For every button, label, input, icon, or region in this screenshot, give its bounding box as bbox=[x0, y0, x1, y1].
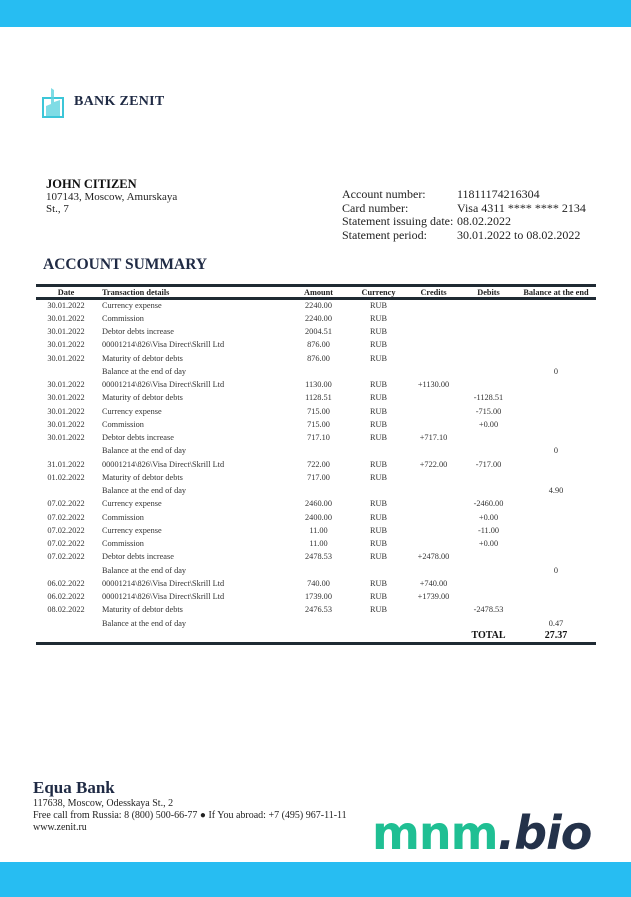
table-cell: -717.00 bbox=[475, 459, 502, 469]
table-row bbox=[36, 511, 596, 524]
table-cell bbox=[406, 524, 461, 537]
table-row bbox=[36, 603, 596, 616]
table-cell bbox=[516, 431, 596, 444]
table-cell: RUB bbox=[369, 578, 388, 588]
table-cell bbox=[461, 577, 516, 590]
balance-row bbox=[36, 484, 596, 497]
table-cell bbox=[406, 511, 461, 524]
table-cell: 08.02.2022 bbox=[47, 605, 85, 615]
table-cell: RUB bbox=[369, 327, 388, 337]
table-cell bbox=[406, 484, 461, 497]
table-cell bbox=[36, 617, 96, 630]
customer-name: JOHN CITIZEN bbox=[46, 177, 137, 191]
table-cell: -2460.00 bbox=[473, 499, 504, 509]
table-row bbox=[36, 378, 596, 391]
table-cell: RUB bbox=[369, 605, 388, 615]
bottom-color-bar bbox=[0, 862, 631, 897]
table-cell bbox=[406, 312, 461, 325]
table-cell: RUB bbox=[369, 472, 388, 482]
table-cell bbox=[516, 391, 596, 404]
table-cell bbox=[406, 564, 461, 577]
table-cell: RUB bbox=[369, 525, 388, 535]
table-cell bbox=[286, 617, 351, 630]
total-label: TOTAL bbox=[471, 630, 506, 642]
table-cell: RUB bbox=[369, 419, 388, 429]
transactions-table bbox=[36, 284, 596, 645]
customer-address-line2: St., 7 bbox=[46, 203, 69, 215]
table-cell bbox=[406, 405, 461, 418]
table-cell: Balance at the end of day bbox=[102, 565, 187, 575]
table-row bbox=[36, 405, 596, 418]
table-cell bbox=[406, 471, 461, 484]
table-cell bbox=[461, 338, 516, 351]
table-cell bbox=[516, 511, 596, 524]
table-cell: RUB bbox=[369, 393, 388, 403]
table-cell: 30.01.2022 bbox=[47, 340, 85, 350]
table-cell: 07.02.2022 bbox=[47, 539, 85, 549]
table-row bbox=[36, 418, 596, 431]
table-cell: 07.02.2022 bbox=[47, 499, 85, 509]
table-cell: Commission bbox=[102, 539, 144, 549]
card-number-label: Card number: bbox=[342, 200, 409, 215]
table-cell: 717.10 bbox=[307, 433, 330, 443]
table-cell: 2240.00 bbox=[305, 313, 332, 323]
table-cell bbox=[461, 564, 516, 577]
table-cell bbox=[516, 299, 596, 312]
table-cell bbox=[286, 365, 351, 378]
table-cell: +717.10 bbox=[419, 433, 448, 443]
table-cell bbox=[351, 564, 406, 577]
table-cell: +0.00 bbox=[478, 419, 499, 429]
footer-website: www.zenit.ru bbox=[33, 822, 87, 833]
table-row bbox=[36, 312, 596, 325]
table-cell: 30.01.2022 bbox=[47, 393, 85, 403]
table-cell: +0.00 bbox=[478, 539, 499, 549]
account-number-value: 11811174216304 bbox=[457, 187, 540, 201]
column-header: Balance at the end bbox=[516, 286, 596, 299]
table-cell bbox=[461, 590, 516, 603]
table-cell bbox=[461, 484, 516, 497]
table-cell: 07.02.2022 bbox=[47, 512, 85, 522]
table-cell bbox=[406, 391, 461, 404]
table-row bbox=[36, 577, 596, 590]
table-cell: 30.01.2022 bbox=[47, 327, 85, 337]
table-cell bbox=[516, 325, 596, 338]
table-row bbox=[36, 338, 596, 351]
table-cell: -715.00 bbox=[475, 406, 502, 416]
total-row bbox=[36, 630, 596, 643]
table-cell bbox=[516, 590, 596, 603]
table-cell: 0.47 bbox=[548, 618, 564, 628]
issue-date-value: 08.02.2022 bbox=[457, 214, 511, 228]
table-cell bbox=[461, 471, 516, 484]
column-header: Currency bbox=[351, 286, 406, 299]
table-cell: 00001214\826\Visa Direct\Skrill Ltd bbox=[102, 340, 225, 350]
table-cell: +2478.00 bbox=[417, 552, 450, 562]
table-cell: 30.01.2022 bbox=[47, 353, 85, 363]
column-header: Date bbox=[36, 286, 96, 299]
table-cell: 722.00 bbox=[307, 459, 330, 469]
table-cell: -1128.51 bbox=[473, 393, 504, 403]
table-cell: RUB bbox=[369, 512, 388, 522]
table-cell: 00001214\826\Visa Direct\Skrill Ltd bbox=[102, 592, 225, 602]
table-cell: RUB bbox=[369, 340, 388, 350]
table-cell bbox=[406, 444, 461, 457]
table-cell: 1128.51 bbox=[305, 393, 332, 403]
table-row bbox=[36, 431, 596, 444]
table-cell: Commission bbox=[102, 512, 144, 522]
table-cell bbox=[36, 564, 96, 577]
table-cell: 1130.00 bbox=[305, 380, 332, 390]
table-row bbox=[36, 537, 596, 550]
table-cell: 0 bbox=[553, 366, 559, 376]
period-label: Statement period: bbox=[342, 227, 427, 242]
table-cell bbox=[516, 577, 596, 590]
table-cell: RUB bbox=[369, 380, 388, 390]
footer-phones: Free call from Russia: 8 (800) 500-66-77 ● If You abroad: +7 (495) 967-11-11 bbox=[33, 810, 347, 821]
period-value: 30.01.2022 to 08.02.2022 bbox=[457, 227, 581, 242]
table-cell bbox=[461, 617, 516, 630]
table-cell bbox=[286, 484, 351, 497]
table-cell: 2476.53 bbox=[305, 605, 332, 615]
issue-date-label: Statement issuing date: bbox=[342, 214, 454, 228]
table-cell bbox=[516, 497, 596, 510]
table-cell bbox=[461, 550, 516, 563]
table-cell bbox=[406, 299, 461, 312]
account-number-label: Account number: bbox=[342, 187, 426, 201]
table-cell: RUB bbox=[369, 313, 388, 323]
table-cell: 06.02.2022 bbox=[47, 592, 85, 602]
table-cell: 2478.53 bbox=[305, 552, 332, 562]
table-cell: 01.02.2022 bbox=[47, 472, 85, 482]
table-cell: 715.00 bbox=[307, 419, 330, 429]
table-cell: 876.00 bbox=[307, 353, 330, 363]
customer-block bbox=[46, 178, 177, 215]
column-header: Debits bbox=[461, 286, 516, 299]
table-cell: 00001214\826\Visa Direct\Skrill Ltd bbox=[102, 380, 225, 390]
table-cell bbox=[461, 352, 516, 365]
table-cell: 30.01.2022 bbox=[47, 433, 85, 443]
table-cell bbox=[286, 444, 351, 457]
table-cell bbox=[351, 444, 406, 457]
column-header: Credits bbox=[406, 286, 461, 299]
table-row bbox=[36, 325, 596, 338]
table-cell bbox=[461, 431, 516, 444]
table-cell: 00001214\826\Visa Direct\Skrill Ltd bbox=[102, 578, 225, 588]
table-cell: 715.00 bbox=[307, 406, 330, 416]
table-cell: 876.00 bbox=[307, 340, 330, 350]
table-cell: Commission bbox=[102, 419, 144, 429]
table-cell: Balance at the end of day bbox=[102, 486, 187, 496]
table-cell: Maturity of debtor debts bbox=[102, 472, 183, 482]
table-row bbox=[36, 524, 596, 537]
table-cell bbox=[516, 471, 596, 484]
total-value: 27.37 bbox=[544, 630, 568, 642]
table-cell bbox=[286, 564, 351, 577]
table-cell: +0.00 bbox=[478, 512, 499, 522]
table-cell: 2240.00 bbox=[305, 301, 332, 311]
table-cell: 06.02.2022 bbox=[47, 578, 85, 588]
table-cell: RUB bbox=[369, 433, 388, 443]
table-cell: Balance at the end of day bbox=[102, 366, 187, 376]
table-cell bbox=[36, 444, 96, 457]
table-cell: 30.01.2022 bbox=[47, 406, 85, 416]
table-cell: Debtor debts increase bbox=[102, 433, 174, 443]
table-cell: 740.00 bbox=[307, 578, 330, 588]
table-cell: RUB bbox=[369, 353, 388, 363]
table-cell: RUB bbox=[369, 552, 388, 562]
table-cell bbox=[461, 312, 516, 325]
table-cell: Debtor debts increase bbox=[102, 327, 174, 337]
table-cell bbox=[36, 484, 96, 497]
table-cell bbox=[461, 444, 516, 457]
table-cell: 30.01.2022 bbox=[47, 419, 85, 429]
table-cell: 2460.00 bbox=[305, 499, 332, 509]
table-row bbox=[36, 497, 596, 510]
bank-name: BANK ZENIT bbox=[74, 94, 165, 109]
zenit-logo-icon bbox=[42, 86, 64, 118]
table-cell bbox=[516, 405, 596, 418]
balance-row bbox=[36, 564, 596, 577]
table-cell: +722.00 bbox=[419, 459, 448, 469]
table-cell: Currency expense bbox=[102, 525, 162, 535]
card-number-value: Visa 4311 **** **** 2134 bbox=[457, 200, 586, 215]
watermark-part2: .bio bbox=[497, 806, 592, 860]
table-cell: RUB bbox=[369, 406, 388, 416]
table-cell bbox=[406, 537, 461, 550]
table-row bbox=[36, 299, 596, 312]
table-cell: 30.01.2022 bbox=[47, 301, 85, 311]
watermark bbox=[372, 806, 591, 860]
table-cell bbox=[406, 603, 461, 616]
table-cell bbox=[36, 365, 96, 378]
table-cell: Balance at the end of day bbox=[102, 618, 187, 628]
table-cell: 30.01.2022 bbox=[47, 313, 85, 323]
column-header: Transaction details bbox=[96, 286, 286, 299]
table-cell: 31.01.2022 bbox=[47, 459, 85, 469]
table-cell bbox=[461, 378, 516, 391]
table-cell: +1739.00 bbox=[417, 592, 450, 602]
bank-logo bbox=[42, 86, 165, 118]
table-row bbox=[36, 391, 596, 404]
table-cell: Currency expense bbox=[102, 406, 162, 416]
table-cell bbox=[516, 378, 596, 391]
customer-address-line1: 107143, Moscow, Amurskaya bbox=[46, 191, 178, 203]
table-row bbox=[36, 471, 596, 484]
table-cell bbox=[461, 325, 516, 338]
table-cell bbox=[351, 484, 406, 497]
table-cell: 00001214\826\Visa Direct\Skrill Ltd bbox=[102, 459, 225, 469]
table-row bbox=[36, 352, 596, 365]
table-cell: Balance at the end of day bbox=[102, 446, 187, 456]
table-cell bbox=[351, 365, 406, 378]
balance-row bbox=[36, 365, 596, 378]
balance-row bbox=[36, 617, 596, 630]
table-cell: Maturity of debtor debts bbox=[102, 393, 183, 403]
table-cell bbox=[516, 458, 596, 471]
table-cell: RUB bbox=[369, 539, 388, 549]
table-cell bbox=[516, 352, 596, 365]
table-cell bbox=[406, 497, 461, 510]
table-cell: -2478.53 bbox=[473, 605, 504, 615]
footer-bank-name: Equa Bank bbox=[33, 778, 115, 797]
table-row bbox=[36, 458, 596, 471]
table-cell bbox=[461, 365, 516, 378]
table-cell bbox=[406, 338, 461, 351]
section-title: ACCOUNT SUMMARY bbox=[43, 256, 208, 273]
footer bbox=[33, 778, 347, 834]
table-cell: 0 bbox=[553, 565, 559, 575]
table-header-row bbox=[36, 286, 596, 299]
balance-row bbox=[36, 444, 596, 457]
table-cell: 11.00 bbox=[309, 525, 328, 535]
table-cell: 07.02.2022 bbox=[47, 552, 85, 562]
table-cell: RUB bbox=[369, 592, 388, 602]
table-row bbox=[36, 590, 596, 603]
table-cell: +1130.00 bbox=[417, 380, 450, 390]
table-cell: 07.02.2022 bbox=[47, 525, 85, 535]
table-cell: 717.00 bbox=[307, 472, 330, 482]
table-row bbox=[36, 550, 596, 563]
table-cell bbox=[406, 352, 461, 365]
table-cell bbox=[516, 418, 596, 431]
table-cell: Commission bbox=[102, 313, 144, 323]
table-cell: RUB bbox=[369, 499, 388, 509]
table-cell: Currency expense bbox=[102, 301, 162, 311]
table-cell: 2004.51 bbox=[305, 327, 332, 337]
table-cell bbox=[516, 550, 596, 563]
table-cell: 30.01.2022 bbox=[47, 380, 85, 390]
footer-address: 117638, Moscow, Odesskaya St., 2 bbox=[33, 798, 174, 809]
table-cell bbox=[516, 312, 596, 325]
table-cell bbox=[406, 617, 461, 630]
table-cell: Maturity of debtor debts bbox=[102, 353, 183, 363]
table-cell: Maturity of debtor debts bbox=[102, 605, 183, 615]
table-cell: 0 bbox=[553, 446, 559, 456]
table-cell: RUB bbox=[369, 301, 388, 311]
table-cell: 11.00 bbox=[309, 539, 328, 549]
table-cell bbox=[516, 603, 596, 616]
top-color-bar bbox=[0, 0, 631, 27]
table-cell bbox=[351, 617, 406, 630]
table-cell bbox=[406, 325, 461, 338]
table-cell bbox=[516, 338, 596, 351]
table-cell bbox=[516, 537, 596, 550]
watermark-part1: mnm bbox=[372, 806, 498, 860]
table-cell: +740.00 bbox=[419, 578, 448, 588]
table-cell: Debtor debts increase bbox=[102, 552, 174, 562]
table-cell: 4.90 bbox=[548, 486, 564, 496]
table-cell: 2400.00 bbox=[305, 512, 332, 522]
table-cell bbox=[516, 524, 596, 537]
account-details bbox=[342, 188, 586, 242]
table-cell: -11.00 bbox=[477, 525, 500, 535]
table-cell: RUB bbox=[369, 459, 388, 469]
table-cell: 1739.00 bbox=[305, 592, 332, 602]
table-cell bbox=[461, 299, 516, 312]
table-cell bbox=[406, 365, 461, 378]
table-cell: Currency expense bbox=[102, 499, 162, 509]
column-header: Amount bbox=[286, 286, 351, 299]
table-cell bbox=[406, 418, 461, 431]
